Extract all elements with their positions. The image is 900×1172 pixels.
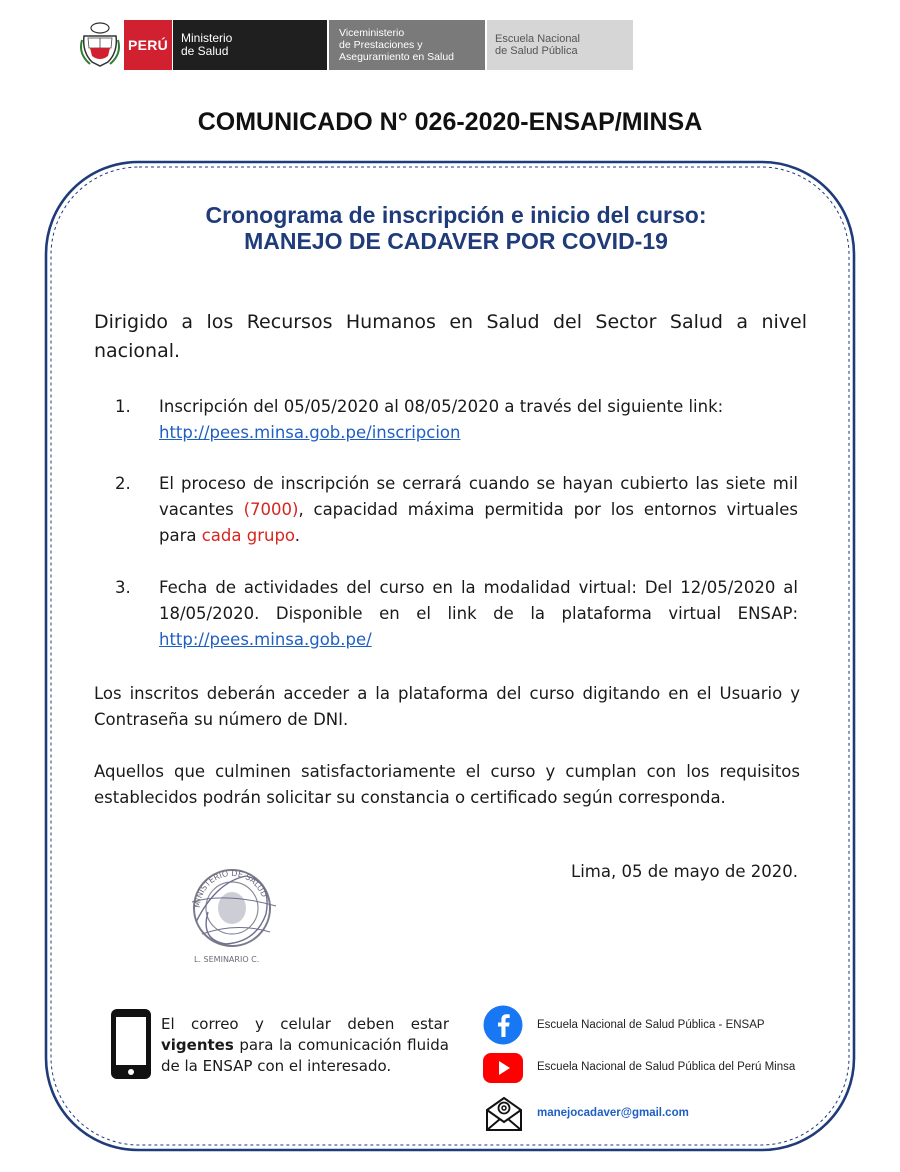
youtube-label[interactable]: Escuela Nacional de Salud Pública del Perú Minsa xyxy=(537,1061,796,1073)
document-title: COMUNICADO N° 026-2020-ENSAP/MINSA xyxy=(197,108,703,136)
item-text: Inscripción del 05/05/2020 al 08/05/2020 a través del siguiente link: xyxy=(159,397,724,416)
vice-line: Viceministerio xyxy=(339,27,405,39)
envelope-icon[interactable] xyxy=(485,1094,523,1132)
escuela-line: de Salud Pública xyxy=(495,45,578,57)
list-text xyxy=(159,575,798,653)
mobile-phone-icon xyxy=(110,1008,152,1080)
item-text: Fecha de actividades del curso en la modalidad virtual: Del 12/05/2020 al 18/05/2020. Disponible en el link de la plataforma virtual ENSAP: xyxy=(159,578,798,623)
ministerio-line: Ministerio xyxy=(181,31,233,45)
plataforma-link[interactable]: http://pees.minsa.gob.pe/ xyxy=(159,630,372,649)
note-bold: vigentes xyxy=(161,1036,234,1054)
certificate-paragraph: Aquellos que culminen satisfactoriamente el curso y cumplan con los requisitos establecidos podrán solicitar su constancia o certificado según corresponda. xyxy=(94,762,800,807)
document-date: Lima, 05 de mayo de 2020. xyxy=(571,862,798,881)
subtitle-line: Cronograma de inscripción e inicio del curso: xyxy=(205,202,707,228)
item-text: El proceso de inscripción se cerrará cuando se hayan cubierto las siete mil vacantes xyxy=(159,474,798,519)
ministerio-line: de Salud xyxy=(181,44,229,58)
vacancies-highlight: (7000) xyxy=(243,500,299,519)
list-number: 2. xyxy=(115,474,131,493)
email-link[interactable]: manejocadaver@gmail.com xyxy=(537,1107,689,1119)
inscripcion-link[interactable]: http://pees.minsa.gob.pe/inscripcion xyxy=(159,423,461,442)
vice-line: Aseguramiento en Salud xyxy=(339,51,454,63)
intro-paragraph: Dirigido a los Recursos Humanos en Salud del Sector Salud a nivel nacional. xyxy=(94,311,807,362)
seal-text-layer xyxy=(186,862,282,966)
course-subtitle xyxy=(100,202,812,254)
seal-text: MINISTERIO DE SALUD xyxy=(192,868,269,909)
facebook-icon[interactable] xyxy=(483,1005,523,1045)
list-number: 1. xyxy=(115,397,131,416)
youtube-icon[interactable] xyxy=(483,1053,523,1083)
note-text: para la comunicación fluida de la ENSAP con el interesado. xyxy=(161,1036,449,1075)
subtitle-line: MANEJO DE CADAVER POR COVID-19 xyxy=(244,228,668,254)
note-text: El correo y celular deben estar xyxy=(161,1015,449,1033)
list-text xyxy=(159,471,798,549)
item-text: . xyxy=(294,526,300,545)
escuela-line: Escuela Nacional xyxy=(495,33,580,45)
contact-note xyxy=(161,1014,449,1077)
vice-line: de Prestaciones y xyxy=(339,39,423,51)
signature-name: L. SEMINARIO C. xyxy=(194,955,260,964)
list-text xyxy=(159,394,798,446)
peru-label: PERÚ xyxy=(127,37,169,53)
group-highlight: cada grupo xyxy=(201,526,295,545)
dni-paragraph: Los inscritos deberán acceder a la plataforma del curso digitando en el Usuario y Contraseña su número de DNI. xyxy=(94,684,800,729)
list-number: 3. xyxy=(115,578,131,597)
item-text: , capacidad máxima permitida por los entornos virtuales para xyxy=(159,500,798,545)
facebook-label[interactable]: Escuela Nacional de Salud Pública - ENSAP xyxy=(537,1019,765,1031)
